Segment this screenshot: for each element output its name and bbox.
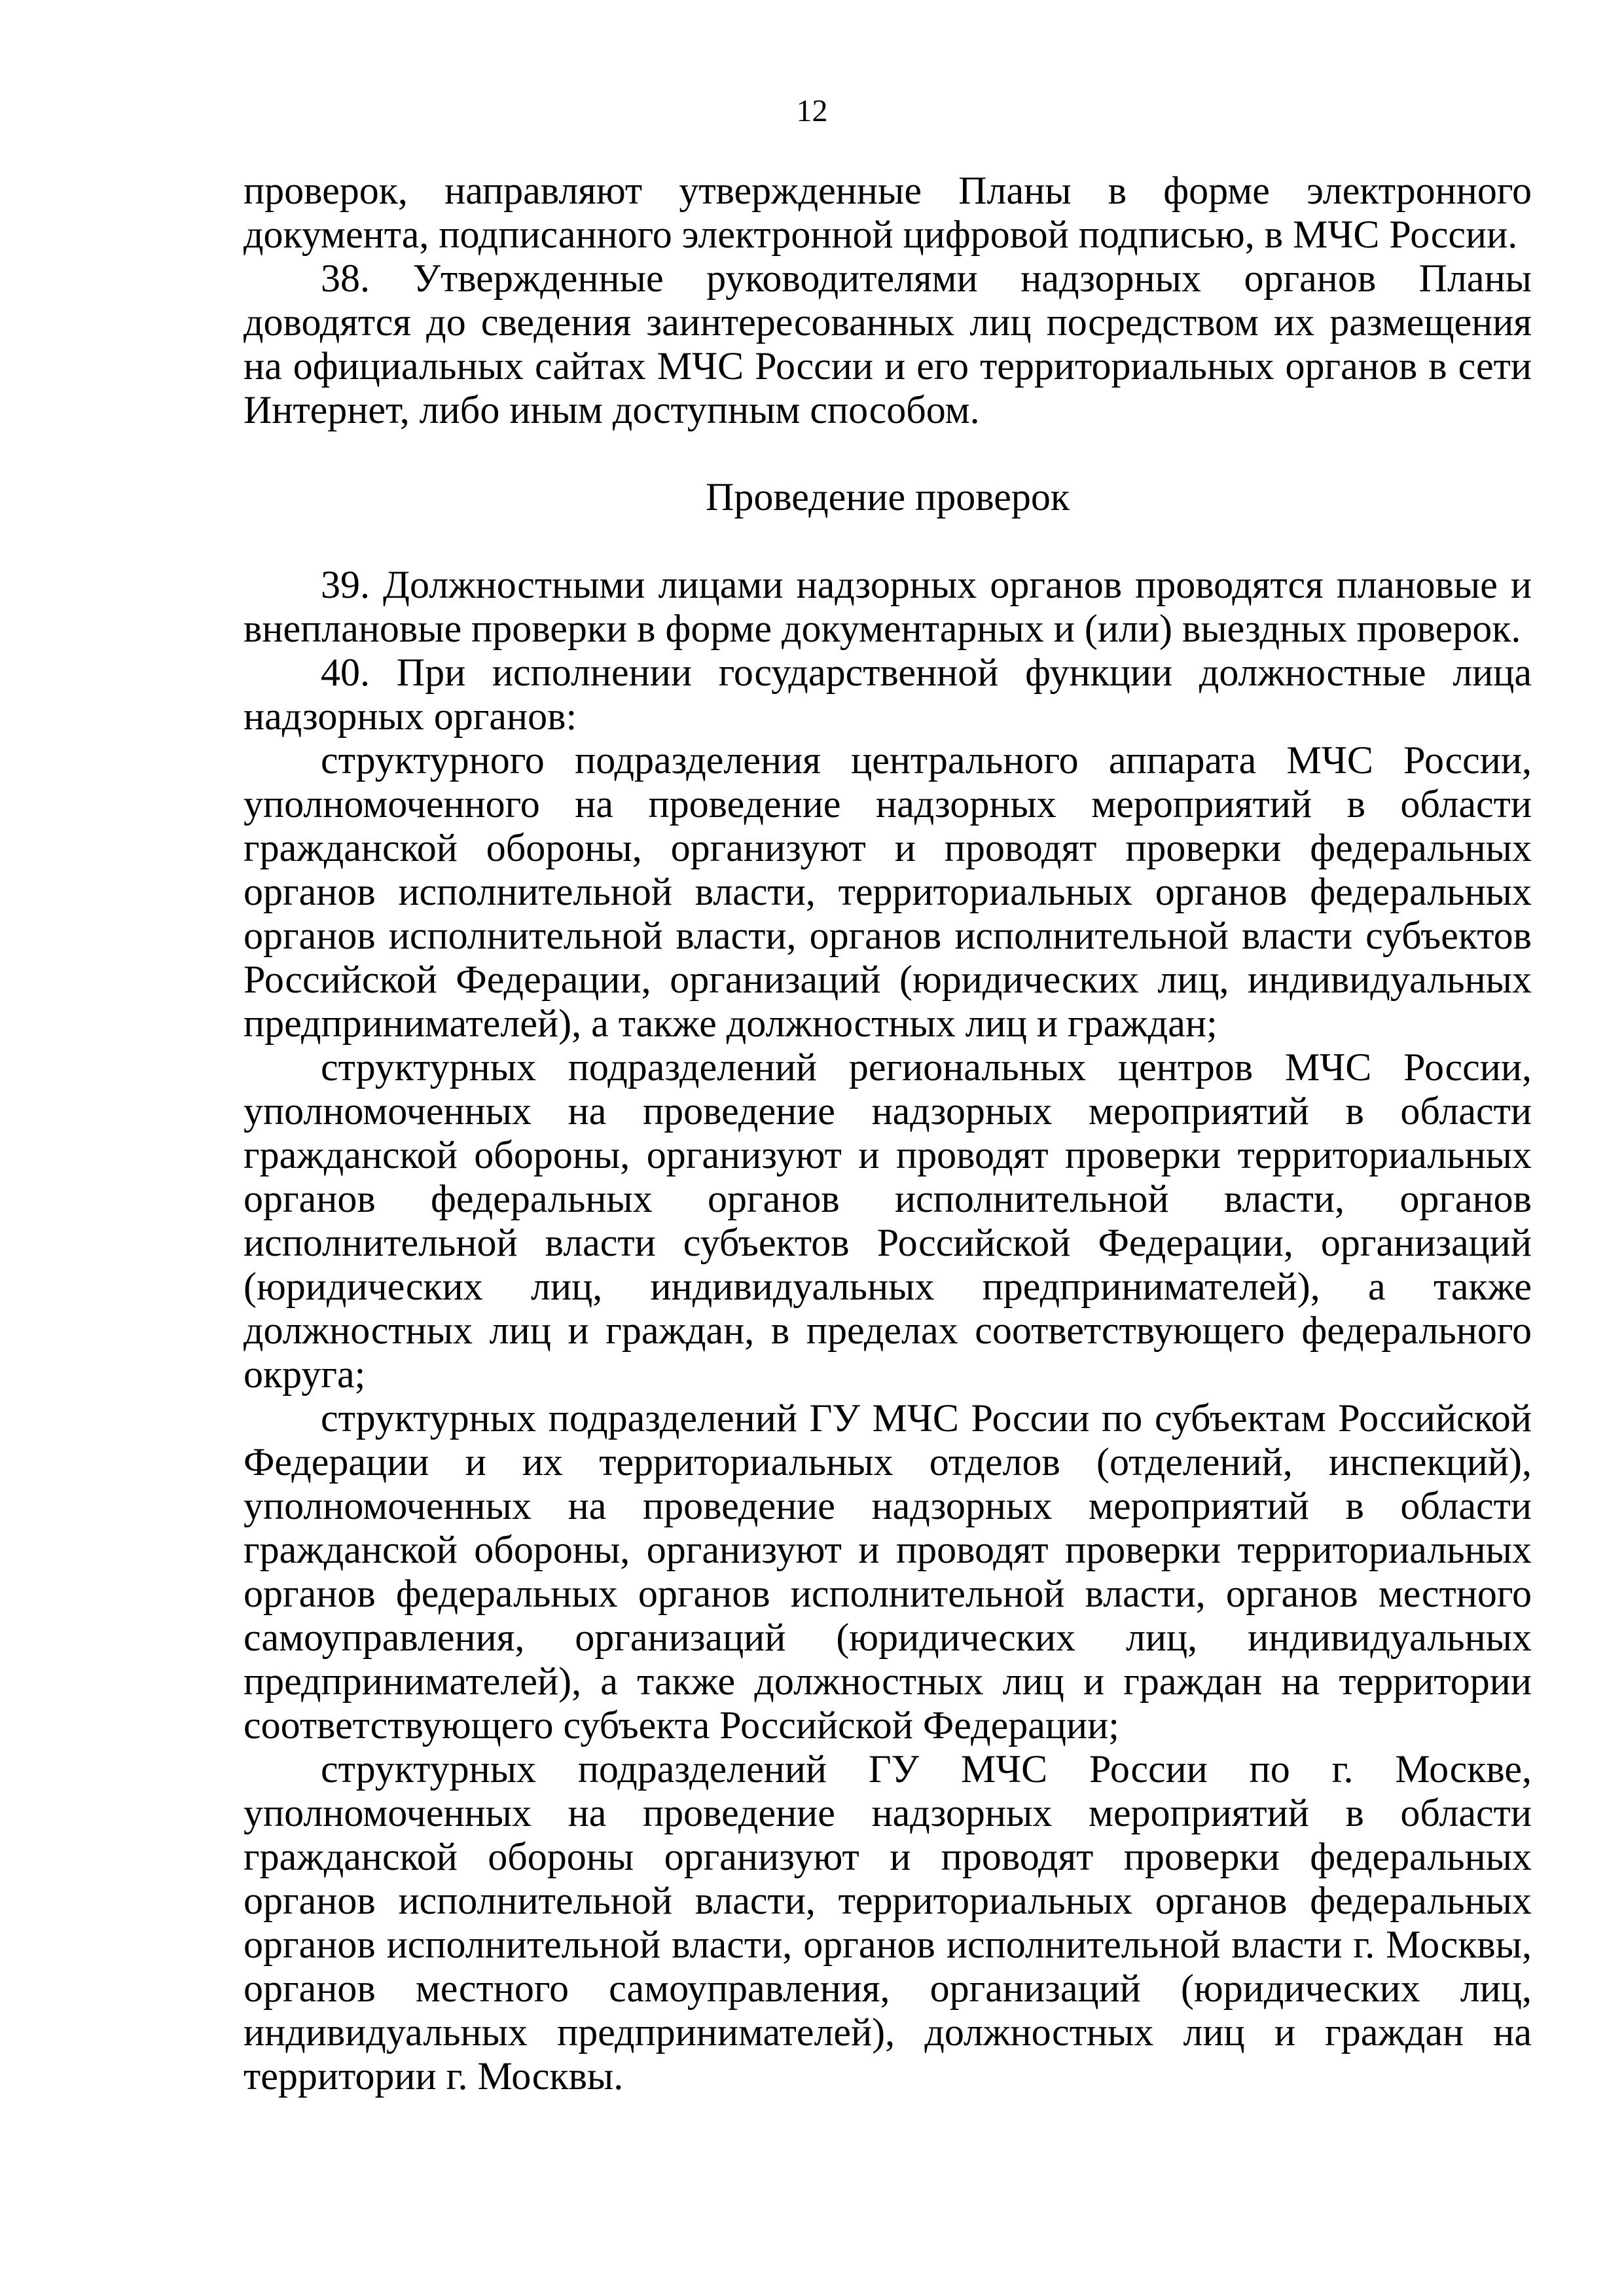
paragraph-38: 38. Утвержденные руководителями надзорных органов Планы доводятся до сведения заинтересованных лиц посредством их размещения на официальных сайтах МЧС России и его территориальных органов в сети Интернет, либо иным доступным способом. bbox=[244, 257, 1532, 431]
paragraph-40: 40. При исполнении государственной функции должностные лица надзорных органов: bbox=[244, 651, 1532, 738]
paragraph-40-moscow: структурных подразделений ГУ МЧС России по г. Москве, уполномоченных на проведение надзорных мероприятий в области гражданской обороны организуют и проводят проверки федеральных органов исполнительной власти, территориальных органов федеральных органов исполнительной власти, органов исполнительной власти г. Москвы, органов местного самоуправления, организаций (юридических лиц, индивидуальных предпринимателей), должностных лиц и граждан на территории г. Москвы. bbox=[244, 1747, 1532, 2098]
page-number: 12 bbox=[796, 94, 828, 128]
paragraph-40-regional: структурных подразделений региональных центров МЧС России, уполномоченных на проведение надзорных мероприятий в области гражданской обороны, организуют и проводят проверки территориальных органов федеральных органов исполнительной власти, органов исполнительной власти субъектов Российской Федерации, организаций (юридических лиц, индивидуальных предпринимателей), а также должностных лиц и граждан, в пределах соответствующего федерального округа; bbox=[244, 1046, 1532, 1396]
paragraph-continuation: проверок, направляют утвержденные Планы в форме электронного документа, подписанного электронной цифровой подписью, в МЧС России. bbox=[244, 169, 1532, 256]
paragraph-39: 39. Должностными лицами надзорных органов проводятся плановые и внеплановые проверки в форме документарных и (или) выездных проверок. bbox=[244, 563, 1532, 650]
document-body bbox=[244, 169, 1532, 2098]
section-heading: Проведение проверок bbox=[705, 475, 1070, 519]
paragraph-40-central: структурного подразделения центрального аппарата МЧС России, уполномоченного на проведение надзорных мероприятий в области гражданской обороны, организуют и проводят проверки федеральных органов исполнительной власти, территориальных органов федеральных органов исполнительной власти, органов исполнительной власти субъектов Российской Федерации, организаций (юридических лиц, индивидуальных предпринимателей), а также должностных лиц и граждан; bbox=[244, 738, 1532, 1045]
paragraph-40-subjects: структурных подразделений ГУ МЧС России по субъектам Российской Федерации и их территориальных отделов (отделений, инспекций), уполномоченных на проведение надзорных мероприятий в области гражданской обороны, организуют и проводят проверки территориальных органов федеральных органов исполнительной власти, органов местного самоуправления, организаций (юридических лиц, индивидуальных предпринимателей), а также должностных лиц и граждан на территории соответствующего субъекта Российской Федерации; bbox=[244, 1396, 1532, 1747]
